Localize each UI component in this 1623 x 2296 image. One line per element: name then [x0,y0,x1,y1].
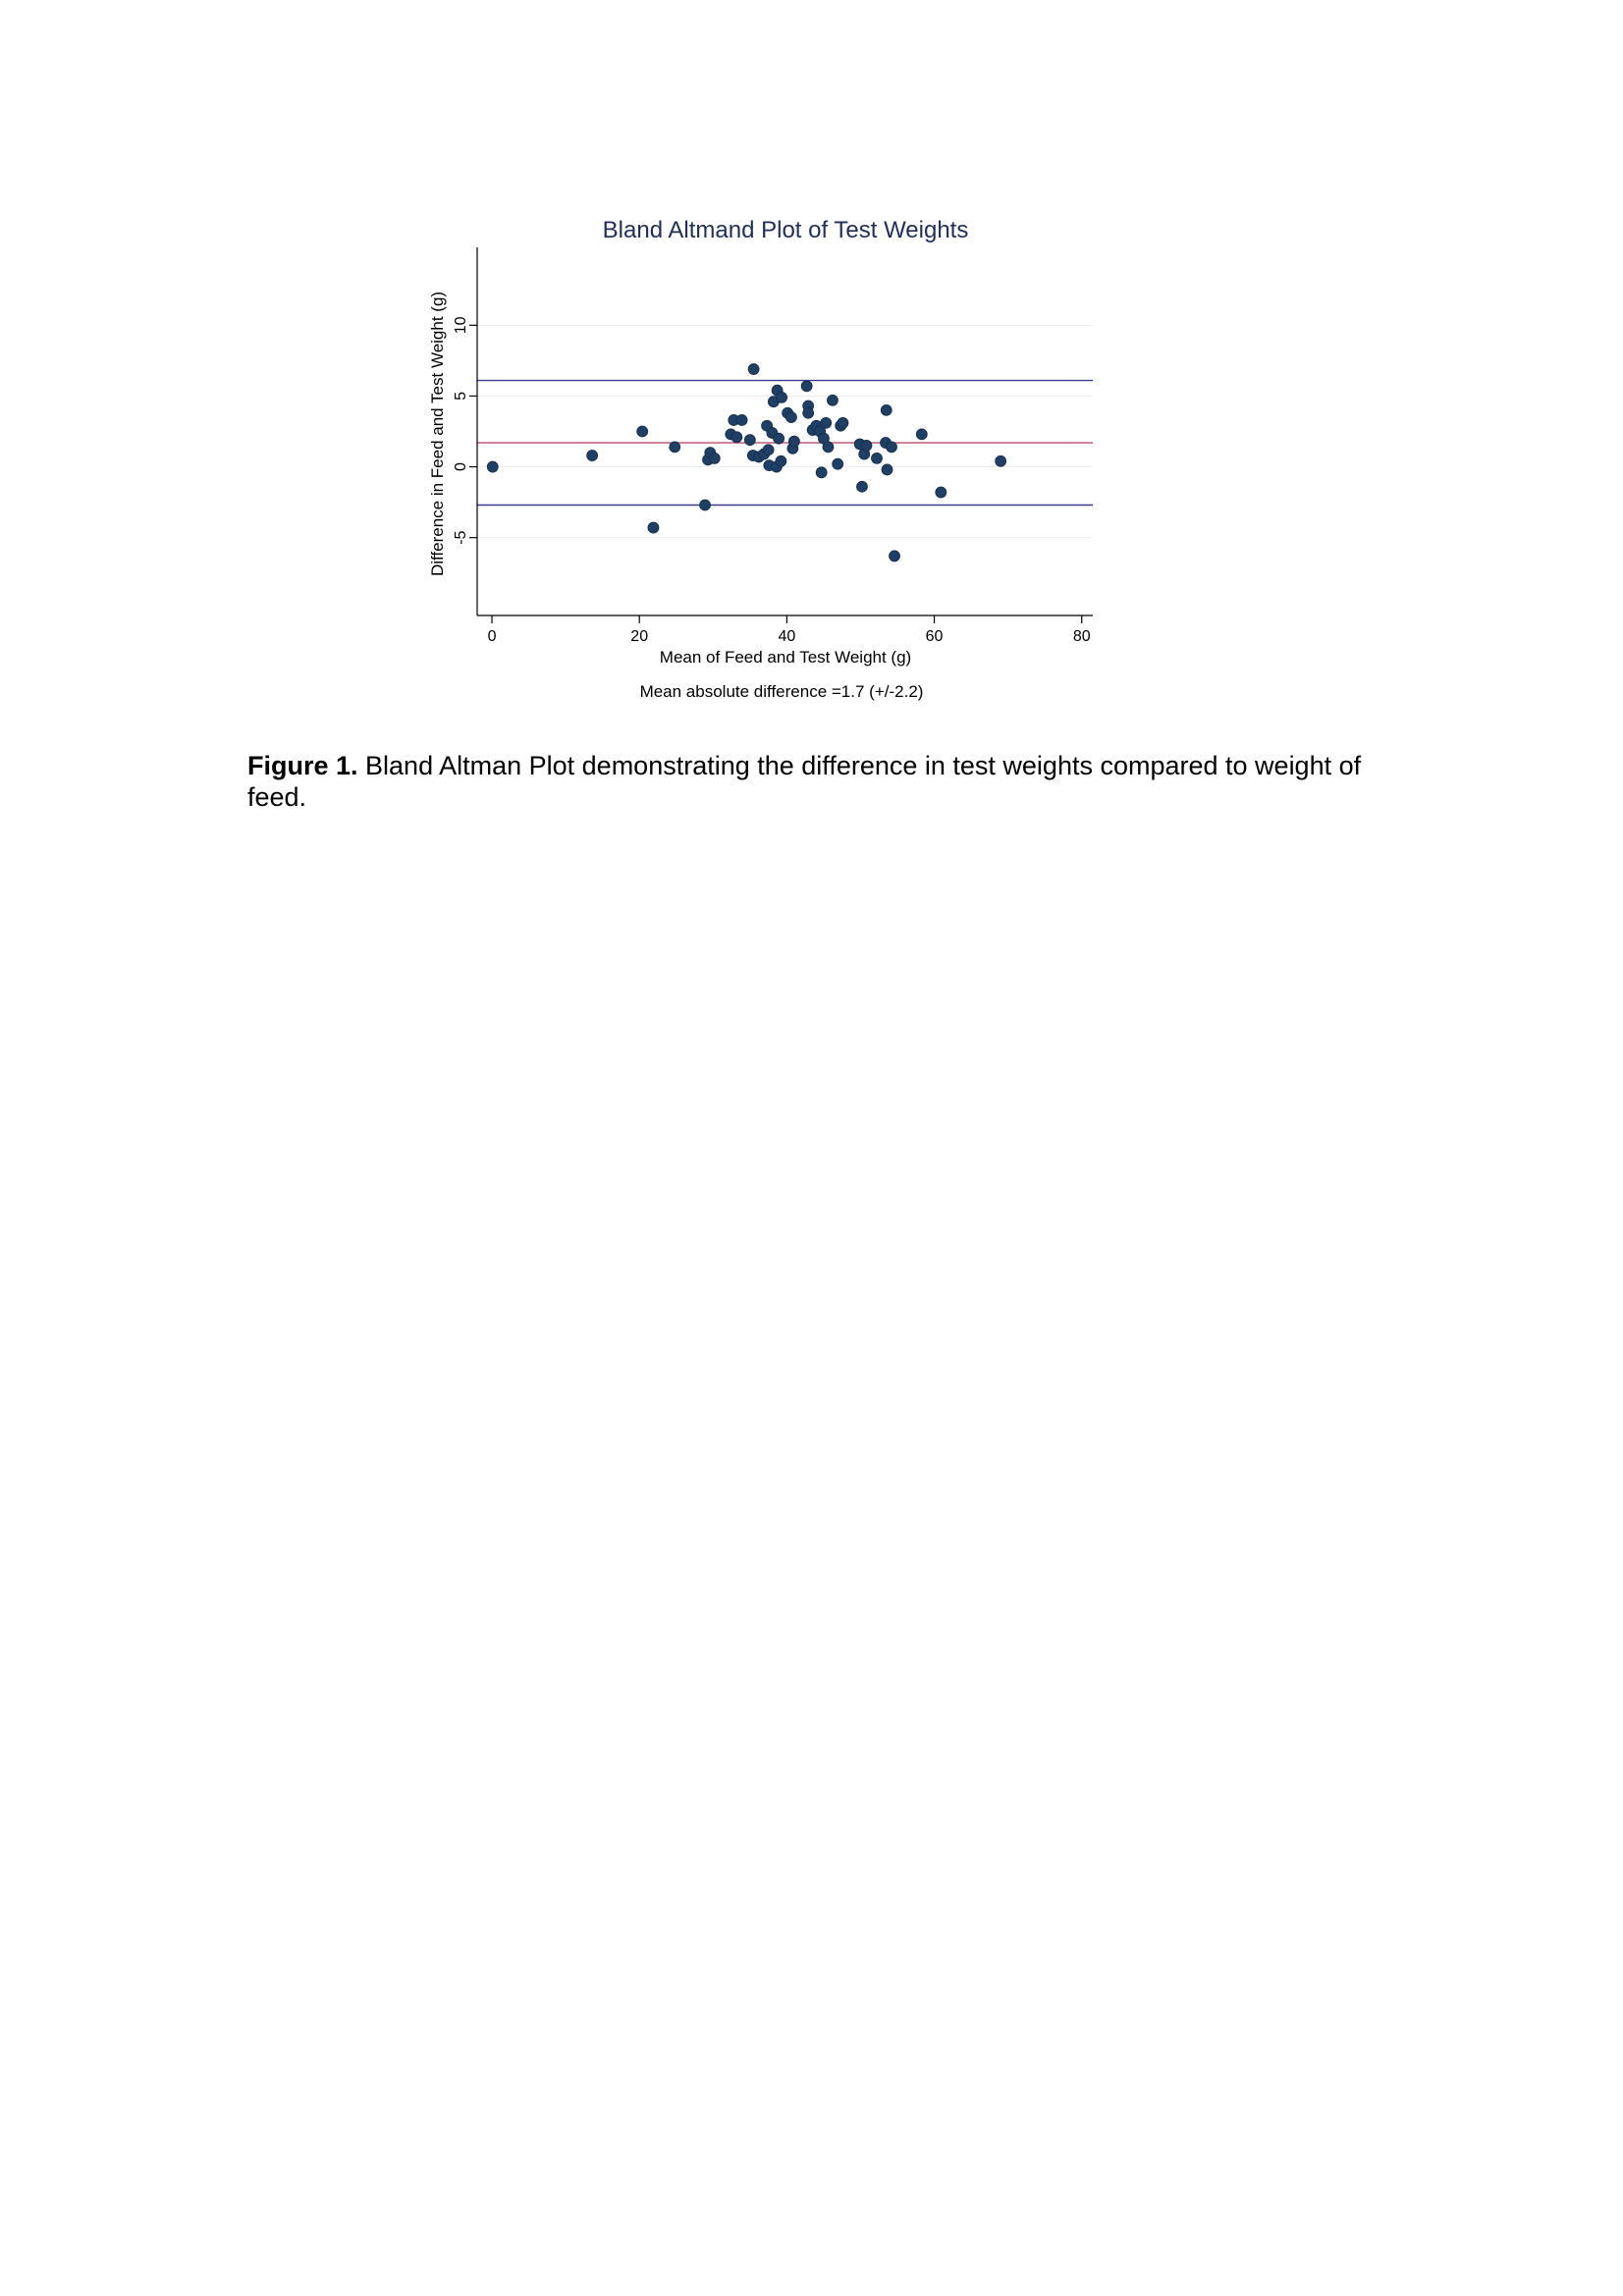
data-point [700,500,711,510]
data-point [856,481,867,492]
y-tick-label: 10 [453,316,469,335]
data-point [763,445,774,455]
data-point [774,433,784,444]
x-tick-label: 80 [1072,628,1091,645]
chart-title: Bland Altmand Plot of Test Weights [602,217,969,243]
data-point [916,429,927,440]
data-point [736,414,747,425]
y-tick-label: 0 [453,462,469,472]
y-axis-label: Difference in Feed and Test Weight (g) [428,291,447,577]
data-point [788,436,799,447]
figure-label: Figure 1. [247,751,358,780]
data-point [861,440,872,451]
data-point [881,404,892,415]
data-point [731,432,742,443]
data-point [887,442,897,453]
data-point [744,435,755,446]
mean-difference-note: Mean absolute difference =1.7 (+/-2.2) [639,682,924,701]
data-point [996,455,1006,466]
data-point [648,522,659,533]
data-point [587,451,598,461]
data-point [487,461,498,472]
data-point [827,395,838,405]
x-tick-label: 40 [778,628,796,645]
data-point [776,455,786,466]
figure-caption [247,750,1386,813]
data-point [871,453,882,463]
data-point [890,551,900,561]
data-point [803,407,814,418]
data-point [838,417,848,428]
data-point [823,442,834,453]
x-axis-label: Mean of Feed and Test Weight (g) [659,648,912,667]
data-points [487,364,1005,561]
y-tick-label: 5 [453,391,469,400]
data-point [816,467,827,478]
data-point [821,417,832,428]
data-point [785,412,796,423]
data-point [670,442,680,453]
x-tick-label: 0 [487,628,497,645]
caption-text: Bland Altman Plot demonstrating the difference in test weights compared to weight of feed. [247,751,1362,812]
data-point [709,453,720,463]
data-point [748,364,759,375]
data-point [637,426,648,437]
data-point [882,464,893,475]
x-tick-label: 20 [630,628,649,645]
y-tick-label: -5 [453,530,469,545]
data-point [936,487,947,498]
data-point [777,392,787,402]
x-tick-label: 60 [925,628,944,645]
data-point [833,458,843,469]
data-point [801,381,812,392]
